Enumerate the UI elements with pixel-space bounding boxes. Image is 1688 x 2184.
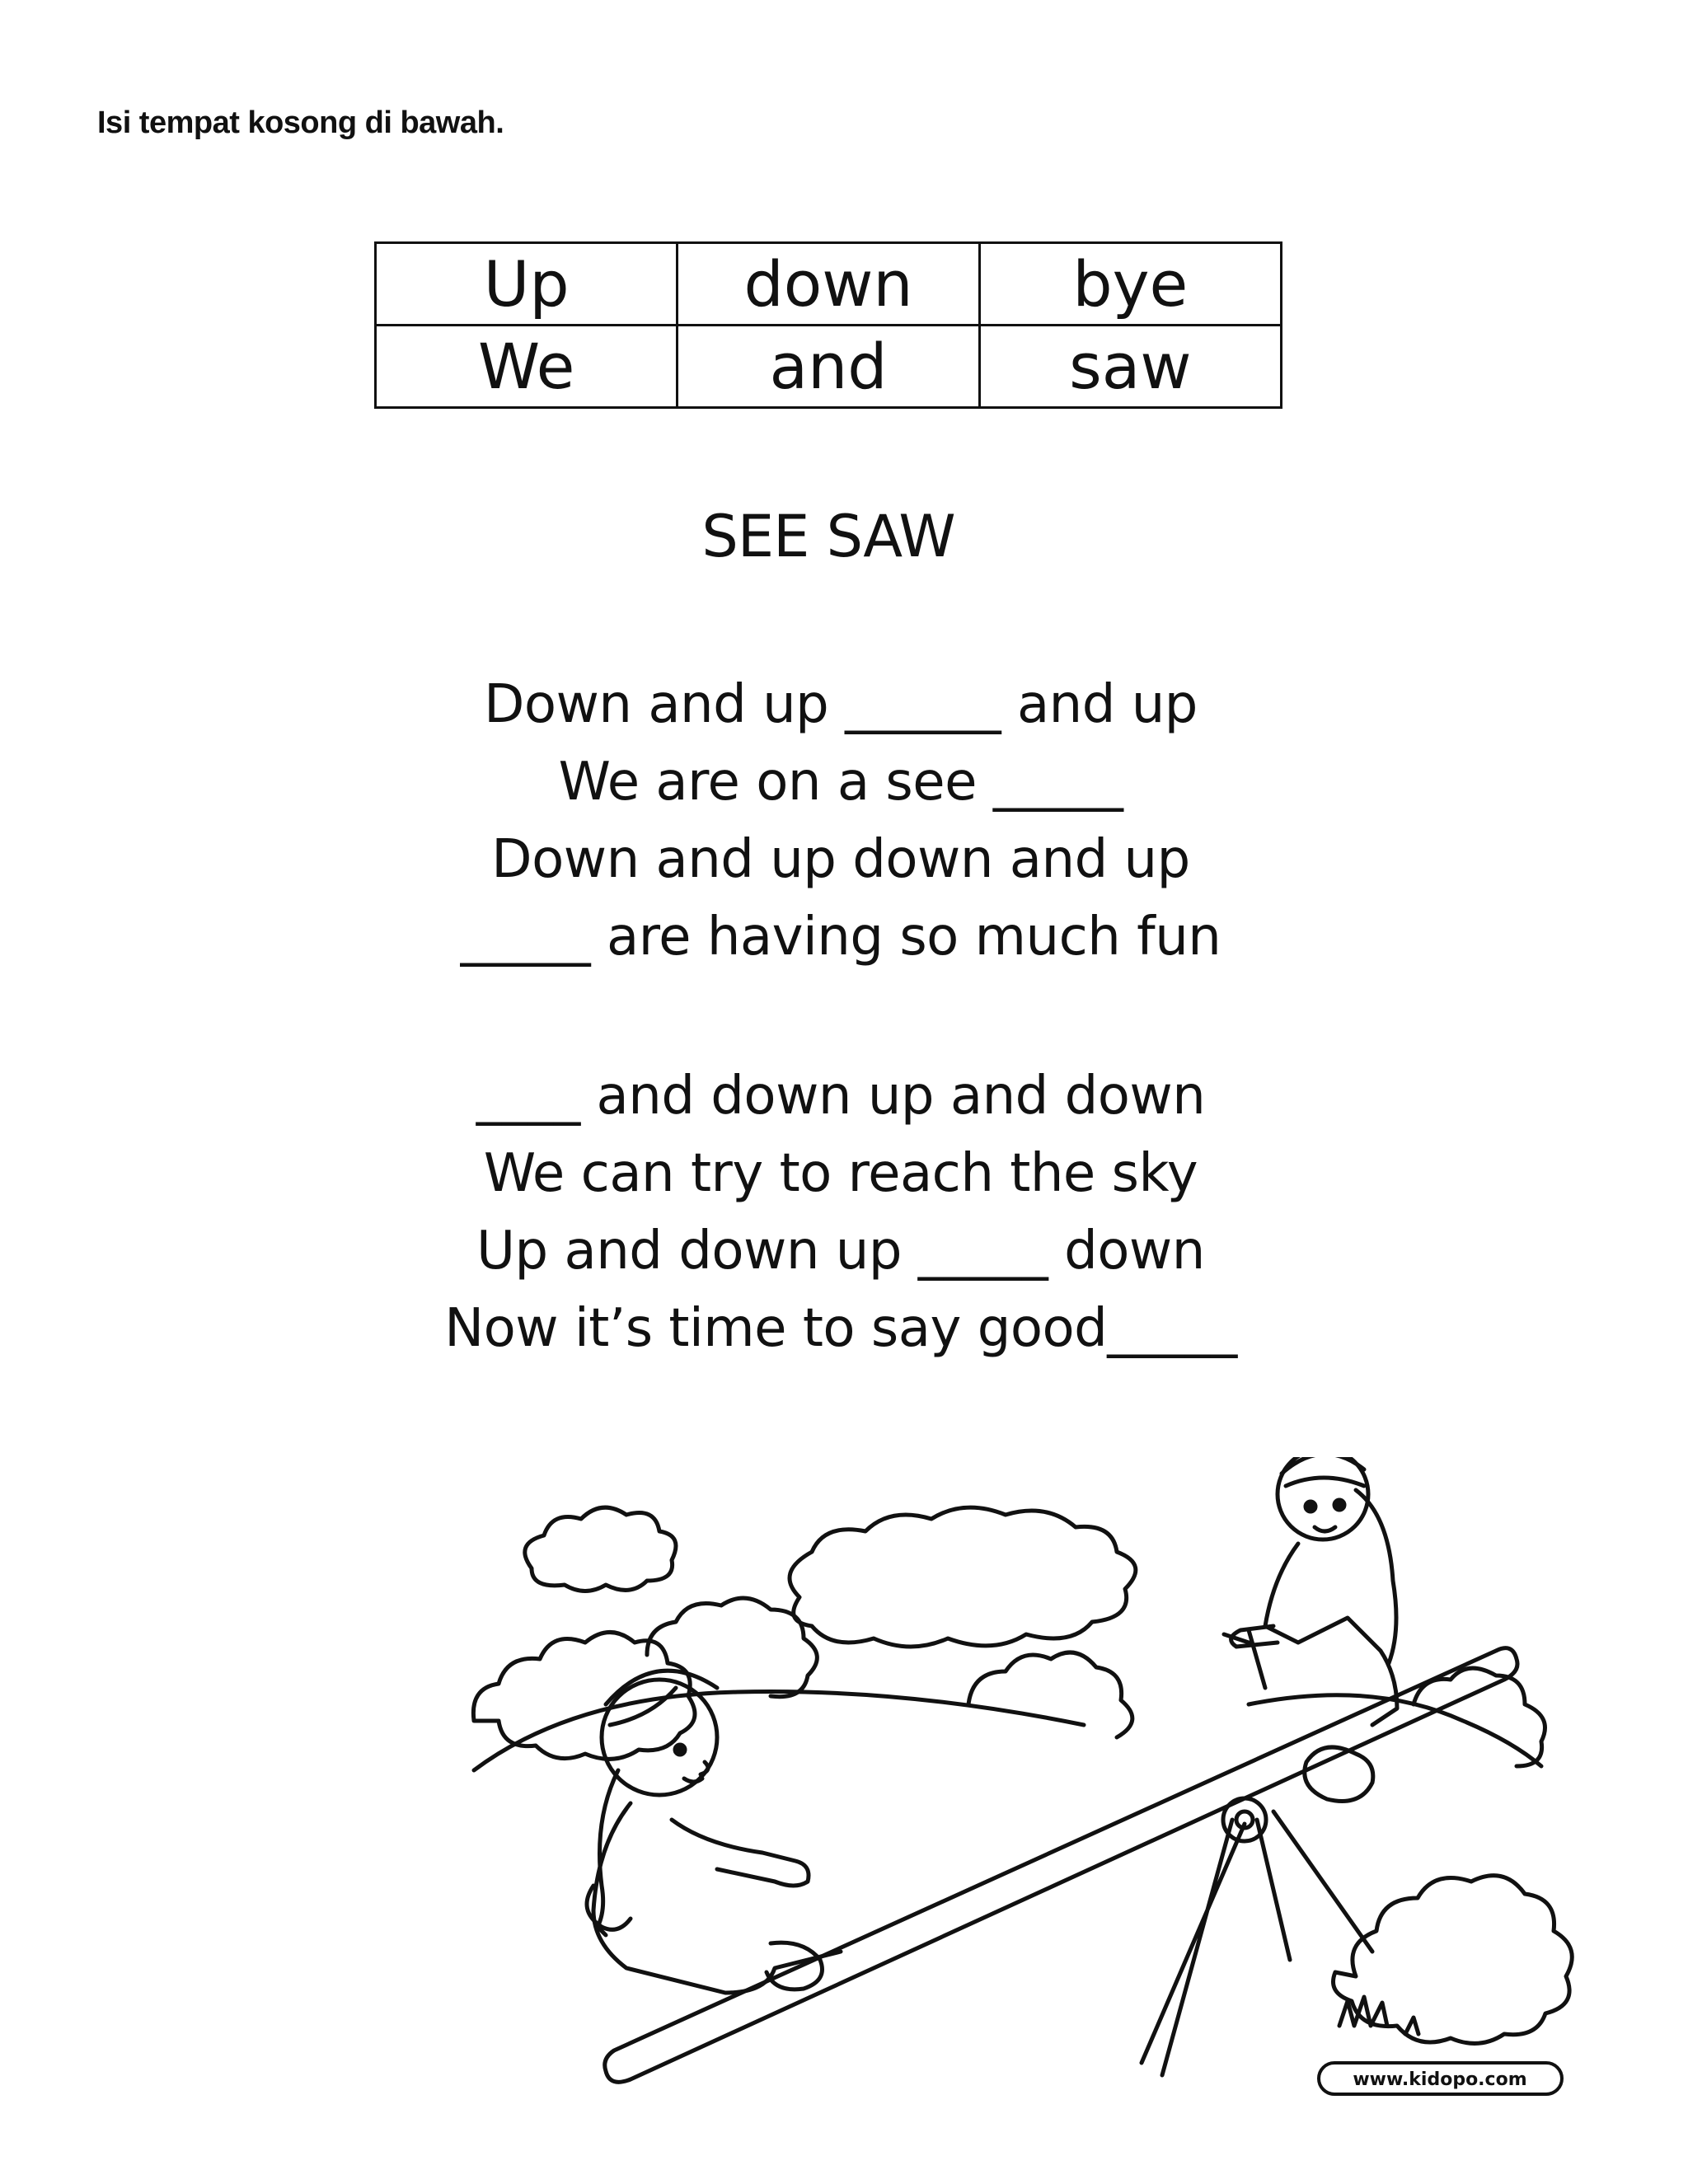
word-bank-row xyxy=(376,243,1282,326)
poem-line: Down and up ______ and up xyxy=(484,674,1198,735)
seesaw-plank xyxy=(605,1648,1517,2083)
word-bank-cell: bye xyxy=(979,243,1281,326)
poem-stanza-1 xyxy=(0,666,1681,976)
poem-title: SEE SAW xyxy=(701,503,955,570)
boy-figure xyxy=(1224,1457,1397,1802)
poem-line: Down and up down and up xyxy=(491,829,1190,890)
word-bank-cell: and xyxy=(678,326,979,408)
poem-line: Up and down up _____ down xyxy=(476,1221,1205,1282)
watermark-text: www.kidopo.com xyxy=(1353,2069,1527,2090)
instruction-heading: Isi tempat kosong di bawah. xyxy=(97,105,504,140)
girl-figure xyxy=(587,1671,841,1993)
bush-back-right xyxy=(968,1652,1132,1737)
cloud-left xyxy=(525,1507,676,1591)
word-bank-cell: down xyxy=(678,243,979,326)
watermark-badge xyxy=(1319,2063,1562,2094)
seesaw-stand xyxy=(1142,1811,1372,2075)
word-bank-cell: saw xyxy=(979,326,1281,408)
seesaw-pivot xyxy=(1223,1798,1266,1841)
cloud-middle xyxy=(790,1507,1136,1647)
word-bank-table xyxy=(374,241,1282,409)
word-bank-cell: We xyxy=(376,326,678,408)
seesaw-illustration xyxy=(457,1457,1591,2100)
poem-line: ____ and down up and down xyxy=(476,1066,1206,1127)
poem-line: _____ are having so much fun xyxy=(460,907,1221,968)
bush-left xyxy=(473,1633,695,1760)
poem-stanza-2 xyxy=(0,1057,1681,1367)
word-bank-row xyxy=(376,326,1282,408)
word-bank-cell: Up xyxy=(376,243,678,326)
poem-line: We can try to reach the sky xyxy=(483,1143,1198,1204)
poem-line: Now it’s time to say good_____ xyxy=(444,1298,1237,1359)
poem-line: We are on a see _____ xyxy=(558,752,1123,813)
